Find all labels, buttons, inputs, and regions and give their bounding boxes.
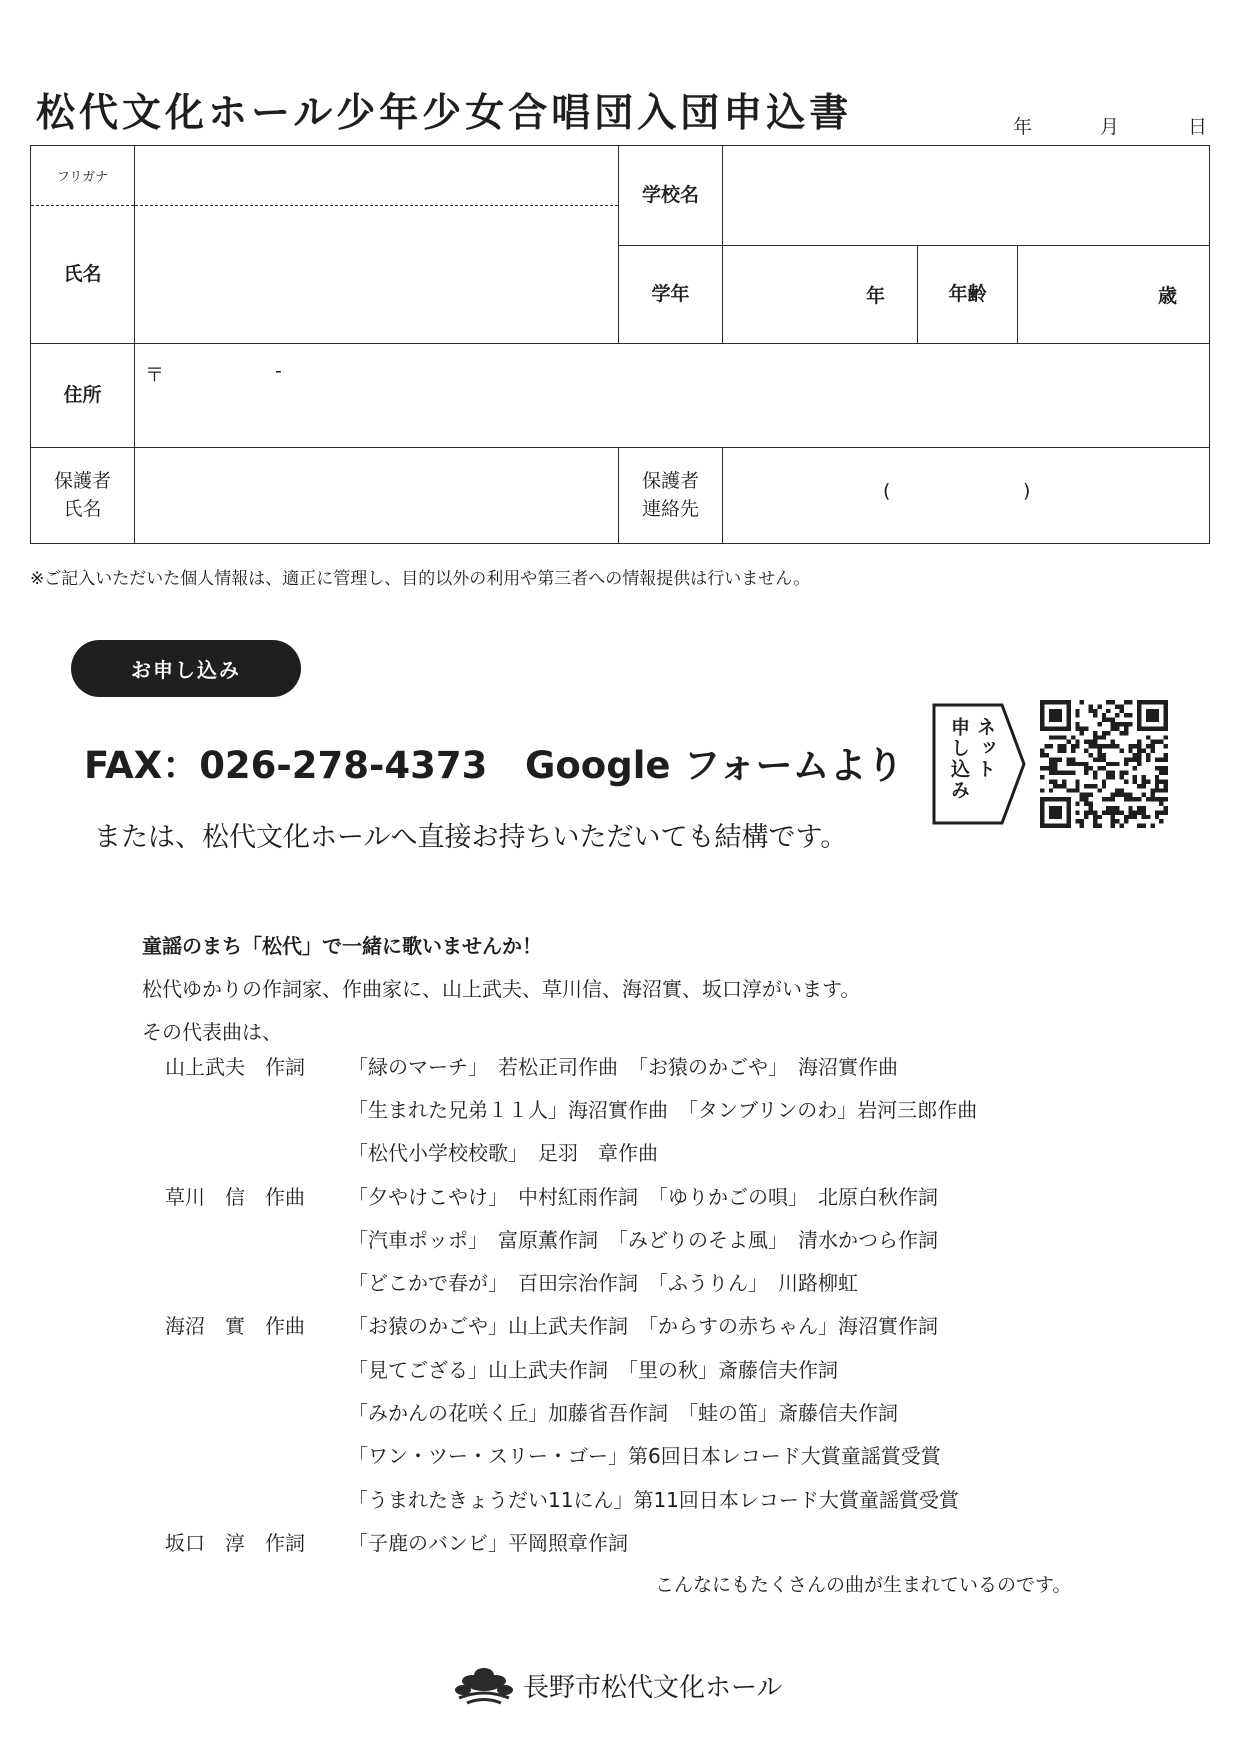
works-songs: 「生まれた兄弟１１人」海沼實作曲 「タンブリンのわ」岩河三郎作曲	[348, 1098, 978, 1122]
net-apply-text-1: ネット	[974, 717, 996, 780]
works-songs: 「松代小学校校歌」 足羽 章作曲	[348, 1141, 658, 1165]
address-field[interactable]	[135, 344, 1210, 448]
intro-line-1: 松代ゆかりの作詞家、作曲家に、山上武夫、草川信、海沼實、坂口淳がいます。	[142, 977, 861, 1001]
footer-org-name: 長野市松代文化ホール	[523, 1672, 783, 1703]
page-title: 松代文化ホール少年少女合唱団入団申込書	[36, 91, 853, 136]
name-field[interactable]	[135, 206, 619, 344]
qr-code-icon[interactable]	[1040, 700, 1168, 828]
works-songs: 「どこかで春が」 百田宗治作詞 「ふうりん」 川路柳虹	[348, 1271, 858, 1295]
name-label: 氏名	[31, 206, 135, 344]
grade-label: 学年	[619, 246, 723, 344]
pine-logo-icon	[455, 1664, 513, 1706]
footer-logo	[455, 1660, 782, 1710]
guardian-contact-field[interactable]	[723, 448, 1210, 544]
application-form-table	[30, 145, 1210, 544]
works-songs: 「うまれたきょうだい11にん」第11回日本レコード大賞童謡賞受賞	[348, 1488, 959, 1512]
net-apply-text-2: 申し込み	[948, 717, 970, 801]
date-month-label: 月	[1100, 116, 1120, 138]
works-songs: 「子鹿のバンビ」平岡照章作詞	[348, 1531, 628, 1555]
date-day-label: 日	[1188, 116, 1208, 138]
works-person: 坂口 淳 作詞	[165, 1531, 305, 1555]
grade-field[interactable]: 年	[723, 246, 918, 344]
date-year-label: 年	[1013, 116, 1033, 138]
school-label: 学校名	[619, 146, 723, 246]
google-form-text: Google フォームより	[525, 744, 904, 787]
works-songs: 「お猿のかごや」山上武夫作詞 「からすの赤ちゃん」海沼實作詞	[348, 1314, 938, 1338]
age-field[interactable]: 歳	[1018, 246, 1210, 344]
works-person: 海沼 實 作曲	[165, 1314, 305, 1338]
works-songs: 「汽車ポッポ」 富原薫作詞 「みどりのそよ風」 清水かつら作詞	[348, 1228, 938, 1252]
postal-mark: 〒	[145, 364, 165, 386]
furigana-label: フリガナ	[31, 146, 135, 206]
apply-heading-badge: お申し込み	[71, 640, 301, 697]
works-songs: 「ワン・ツー・スリー・ゴー」第6回日本レコード大賞童謡賞受賞	[348, 1444, 941, 1468]
address-label: 住所	[31, 344, 135, 448]
furigana-field[interactable]	[135, 146, 619, 206]
net-apply-arrow	[932, 703, 1026, 825]
guardian-name-label: 保護者 氏名	[31, 448, 135, 544]
direct-delivery-note: または、松代文化ホールへ直接お持ちいただいても結構です。	[94, 822, 848, 853]
works-songs: 「緑のマーチ」 若松正司作曲 「お猿のかごや」 海沼實作曲	[348, 1055, 898, 1079]
works-songs: 「みかんの花咲く丘」加藤省吾作詞 「蛙の笛」斎藤信夫作詞	[348, 1401, 898, 1425]
guardian-name-field[interactable]	[135, 448, 619, 544]
guardian-contact-label: 保護者 連絡先	[619, 448, 723, 544]
works-songs: 「夕やけこやけ」 中村紅雨作詞 「ゆりかごの唄」 北原白秋作詞	[348, 1185, 938, 1209]
age-label: 年齢	[918, 246, 1018, 344]
contact-paren-close: )	[1023, 480, 1031, 502]
privacy-note: ※ご記入いただいた個人情報は、適正に管理し、目的以外の利用や第三者への情報提供は行いません。	[30, 569, 811, 589]
intro-section	[142, 925, 860, 1054]
intro-line-2: その代表曲は、	[142, 1020, 282, 1044]
works-songs: 「見てござる」山上武夫作詞 「里の秋」斎藤信夫作詞	[348, 1358, 838, 1382]
intro-headline: 童謡のまち「松代」で一緒に歌いませんか！	[142, 934, 542, 958]
fax-number: FAX：026-278-4373	[84, 744, 488, 787]
works-person: 山上武夫 作詞	[165, 1055, 305, 1079]
closing-line: こんなにもたくさんの曲が生まれているのです。	[655, 1574, 1072, 1596]
contact-paren-open: (	[883, 480, 891, 502]
school-field[interactable]	[723, 146, 1210, 246]
postal-dash: -	[275, 360, 282, 382]
works-person: 草川 信 作曲	[165, 1185, 305, 1209]
